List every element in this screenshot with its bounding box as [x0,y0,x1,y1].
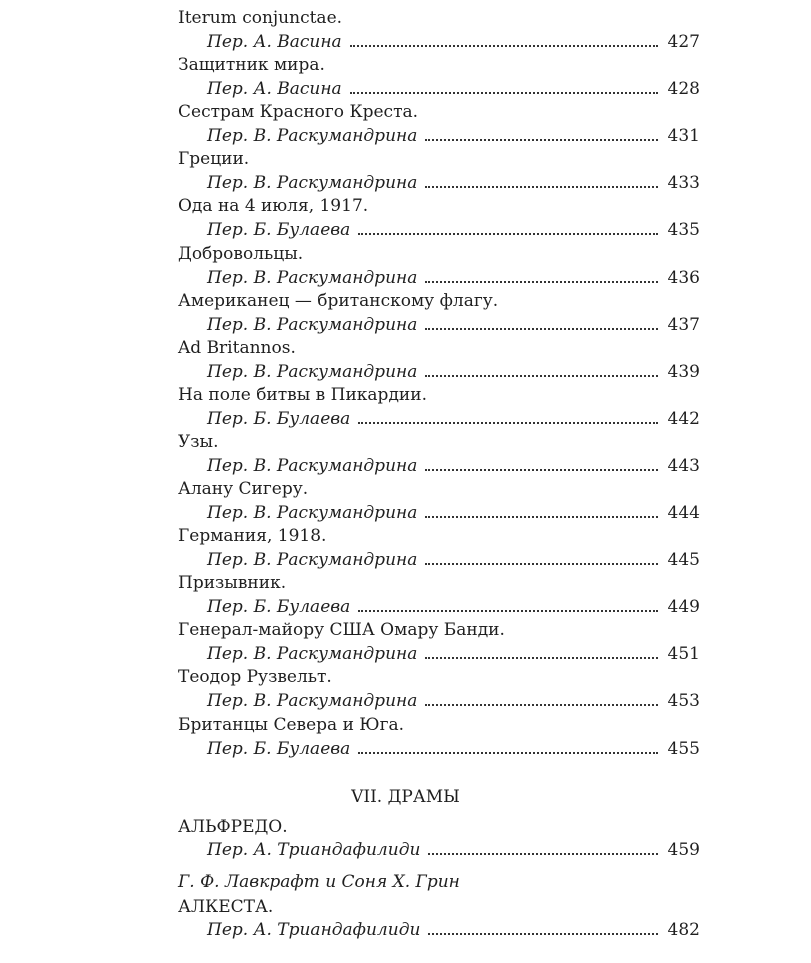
entry-title: АЛЬФРЕДО. [178,817,288,837]
page-number: 435 [667,220,700,241]
entry-title: Сестрам Красного Креста. [178,102,419,123]
entry-title: Американец — британскому флагу. [178,290,499,311]
translator-name: Пер. В. Раскумандрина [207,267,418,288]
leader-dots [425,186,657,188]
translator-name: Пер. А. Триандафилиди [207,920,421,940]
leader-dots [425,516,657,518]
translator-name: Пер. Б. Булаева [207,738,351,759]
page-number: 444 [667,503,700,523]
leader-dots [358,422,657,424]
entry-title: Алану Сигеру. [178,479,309,499]
page-number: 433 [667,173,700,194]
entry-title: На поле битвы в Пикардии. [178,384,427,405]
entry-title: Теодор Рузвельт. [178,667,332,688]
leader-dots [425,328,657,330]
entry-title: Британцы Севера и Юга. [178,714,405,735]
translator-name: Пер. Б. Булаева [207,220,351,241]
entry-title: Ad Britannos. [178,337,296,358]
page-number: 428 [667,79,700,100]
page-number: 442 [667,408,700,429]
entry-translator-row [178,171,700,195]
page-number: 455 [667,738,700,759]
translator-name: Пер. Б. Булаева [207,597,351,618]
translator-name: Пер. В. Раскумандрина [207,550,418,571]
page-number: 439 [667,361,700,382]
entry-translator-row [178,838,700,862]
entry-translator-row [178,595,700,619]
entry-translator-row [178,501,700,525]
page-number: 431 [667,126,700,147]
entry-title: Греции. [178,149,250,170]
entry-translator-row [178,124,700,148]
entry-translator-row [178,266,700,290]
entry-title: Узы. [178,431,219,452]
translator-name: Пер. В. Раскумандрина [207,173,418,194]
page-number: 449 [667,597,700,618]
leader-dots [350,92,658,94]
leader-dots [425,657,657,659]
leader-dots [358,233,657,235]
page-number: 437 [667,314,700,335]
translator-name: Пер. В. Раскумандрина [207,691,418,712]
entry-title: Г. Ф. Лавкрафт и Соня Х. Грин [178,872,460,892]
translator-name: Пер. А. Васина [207,32,342,52]
leader-dots [425,563,657,565]
entry-title: Ода на 4 июля, 1917. [178,196,369,217]
translator-name: Пер. В. Раскумандрина [207,455,418,476]
section-heading: VII. ДРАМЫ [351,787,460,807]
entry-translator-row [178,689,700,713]
entry-title: Генерал-майору США Омару Банди. [178,620,505,641]
entry-title: Добровольцы. [178,243,304,264]
entry-title: Призывник. [178,573,287,594]
page-number: 482 [667,920,700,940]
page-number: 451 [667,644,700,665]
entry-translator-row [178,77,700,101]
entry-translator-row [178,642,700,666]
entry-translator-row [178,218,700,242]
leader-dots [358,610,657,612]
page-number: 453 [667,691,700,712]
entry-translator-row [178,737,700,761]
leader-dots [425,375,657,377]
leader-dots [358,752,657,754]
entry-title: Германия, 1918. [178,526,327,547]
entry-title: Iterum conjunctae. [178,8,343,28]
translator-name: Пер. Б. Булаева [207,408,351,429]
translator-name: Пер. А. Триандафилиди [207,840,421,860]
translator-name: Пер. В. Раскумандрина [207,314,418,335]
page-number: 445 [667,550,700,571]
entry-title: АЛКЕСТА. [178,897,274,917]
leader-dots [428,933,657,935]
leader-dots [425,281,657,283]
leader-dots [350,45,658,47]
entry-translator-row [178,918,700,942]
leader-dots [428,853,657,855]
page-number: 459 [667,840,700,860]
entry-translator-row [178,407,700,431]
leader-dots [425,469,657,471]
entry-translator-row [178,548,700,572]
entry-translator-row [178,30,700,54]
translator-name: Пер. А. Васина [207,79,342,100]
translator-name: Пер. В. Раскумандрина [207,361,418,382]
translator-name: Пер. В. Раскумандрина [207,503,418,523]
translator-name: Пер. В. Раскумандрина [207,644,418,665]
page-number: 427 [667,32,700,52]
page-number: 436 [667,267,700,288]
translator-name: Пер. В. Раскумандрина [207,126,418,147]
entry-translator-row [178,313,700,337]
entry-translator-row [178,360,700,384]
page-number: 443 [667,455,700,476]
entry-translator-row [178,454,700,478]
leader-dots [425,139,657,141]
entry-title: Защитник мира. [178,55,325,76]
leader-dots [425,704,657,706]
